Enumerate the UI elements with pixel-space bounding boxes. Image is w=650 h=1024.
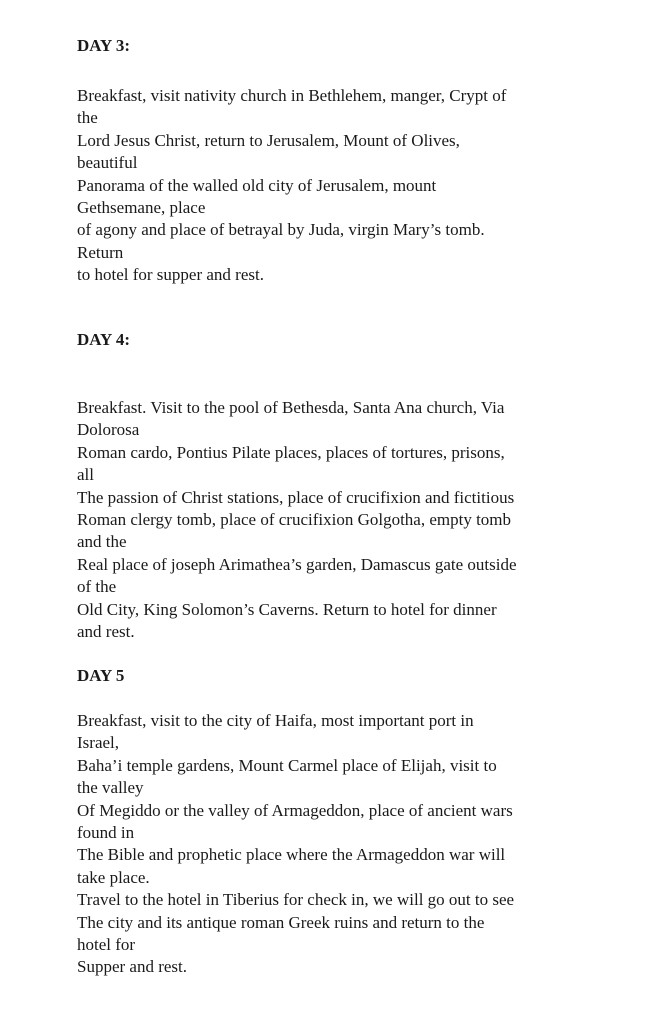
text-line: Baha’i temple gardens, Mount Carmel place of Elijah, visit to	[77, 755, 497, 775]
text-line: Supper and rest.	[77, 957, 188, 977]
text-line: of agony and place of betrayal by Juda, virgin Mary’s tomb.	[77, 220, 485, 240]
day-3-paragraph	[77, 85, 506, 287]
text-line: The passion of Christ stations, place of crucifixion and fictitious	[77, 487, 515, 507]
text-line: the valley	[77, 778, 144, 798]
text-line: all	[77, 465, 94, 485]
text-line: to hotel for supper and rest.	[77, 265, 264, 285]
text-line: Dolorosa	[77, 420, 140, 440]
text-line: Lord Jesus Christ, return to Jerusalem, Mount of Olives,	[77, 130, 460, 150]
text-line: The Bible and prophetic place where the Armageddon war will	[77, 845, 506, 865]
text-line: the	[77, 108, 98, 128]
text-line: Roman cardo, Pontius Pilate places, places of tortures, prisons,	[77, 442, 505, 462]
text-line: hotel for	[77, 934, 136, 954]
text-line: Travel to the hotel in Tiberius for check in, we will go out to see	[77, 890, 515, 910]
day-3-heading: DAY 3:	[77, 36, 131, 55]
text-line: Breakfast, visit nativity church in Bethlehem, manger, Crypt of	[77, 86, 507, 105]
text-line: found in	[77, 822, 135, 842]
text-line: The city and its antique roman Greek ruins and return to the	[77, 912, 485, 932]
text-line: of the	[77, 577, 117, 597]
text-line: Old City, King Solomon’s Caverns. Return to hotel for dinner	[77, 599, 497, 619]
day-5-paragraph	[77, 710, 514, 979]
text-line: Israel,	[77, 733, 120, 753]
text-line: Breakfast. Visit to the pool of Bethesda, Santa Ana church, Via	[77, 398, 505, 417]
text-line: and rest.	[77, 621, 135, 641]
text-line: take place.	[77, 867, 150, 887]
text-line: Real place of joseph Arimathea’s garden, Damascus gate outside	[77, 554, 517, 574]
text-line: Return	[77, 242, 124, 262]
text-line: beautiful	[77, 153, 138, 173]
day-5-heading: DAY 5	[77, 666, 125, 685]
text-line: Of Megiddo or the valley of Armageddon, place of ancient wars	[77, 800, 513, 820]
text-line: Breakfast, visit to the city of Haifa, most important port in	[77, 711, 474, 730]
text-line: and the	[77, 532, 127, 552]
text-line: Gethsemane, place	[77, 197, 206, 217]
day-4-paragraph	[77, 397, 517, 643]
text-line: Roman clergy tomb, place of crucifixion Golgotha, empty tomb	[77, 509, 512, 529]
text-line: Panorama of the walled old city of Jerusalem, mount	[77, 175, 437, 195]
day-4-heading: DAY 4:	[77, 330, 131, 349]
